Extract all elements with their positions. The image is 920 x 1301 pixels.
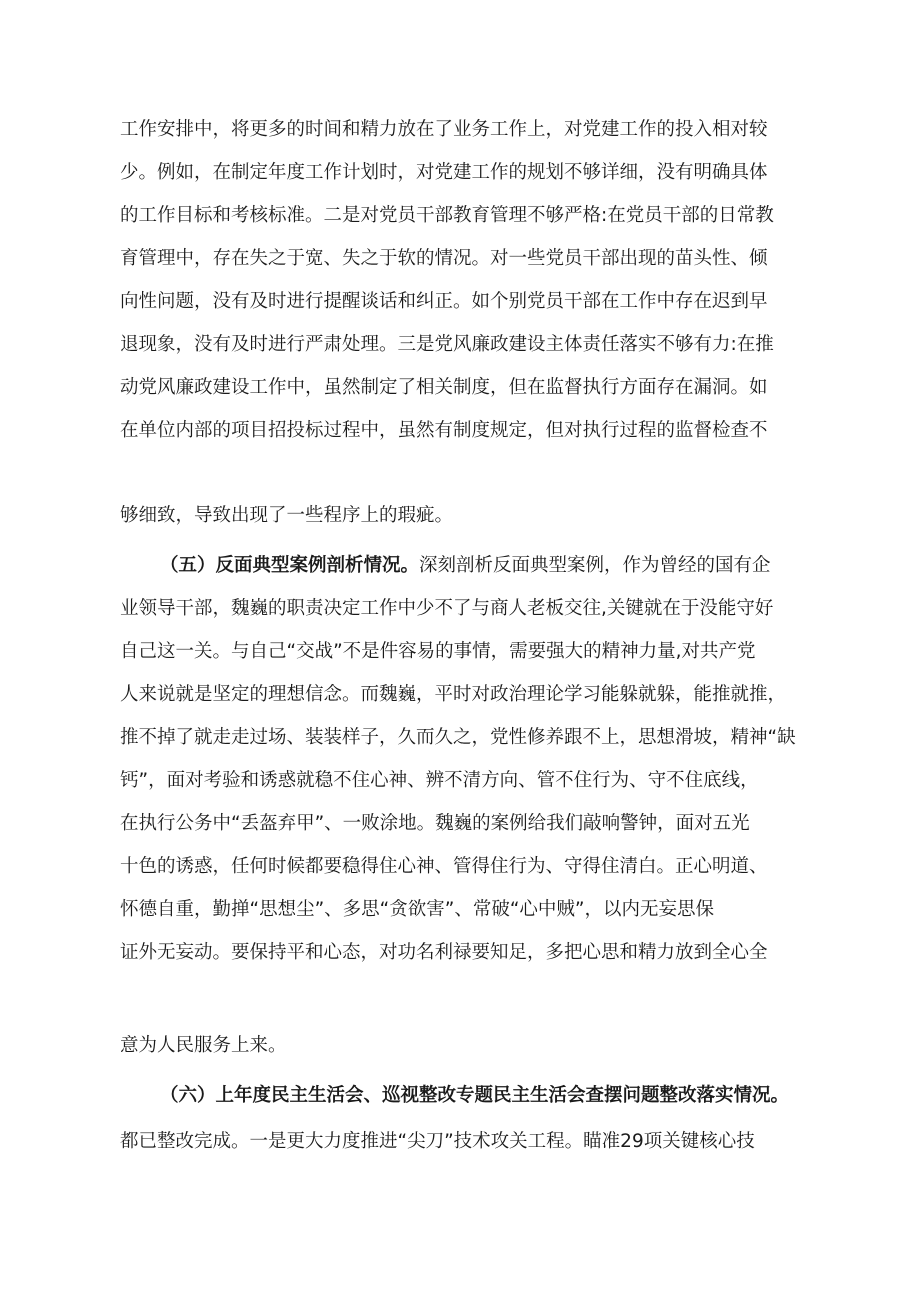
text-line: 推不掉了就走走过场、装装样子，久而久之，党性修养跟不上，思想滑坡，精神“缺 — [120, 727, 796, 748]
section-heading-six: （六）上年度民主生活会、巡视整改专题民主生活会查摆问题整改落实情况。 — [160, 1085, 790, 1106]
text-line: 人来说就是坚定的理想信念。而魏巍，平时对政治理论学习能躲就躲，能推就推， — [120, 684, 787, 705]
text-line: 工作安排中，将更多的时间和精力放在了业务工作上，对党建工作的投入相对较 — [120, 119, 768, 140]
text-line: 钙”，面对考验和诱惑就稳不住心神、辨不清方向、管不住行为、守不住底线， — [120, 770, 759, 791]
text-line: 怀德自重，勤掸“思想尘”、多思“贪欲害”、常破“心中贼”，以内无妄思保 — [120, 899, 715, 920]
text-line: 少。例如，在制定年度工作计划时，对党建工作的规划不够详细，没有明确具体 — [120, 162, 768, 183]
text-line: 动党风廉政建设工作中，虽然制定了相关制度，但在监督执行方面存在漏洞。如 — [120, 377, 768, 398]
text-line: 十色的诱惑，任何时候都要稳得住心神、管得住行为、守得住清白。正心明道、 — [120, 856, 768, 877]
text-line: 业领导干部，魏巍的职责决定工作中少不了与商人老板交往,关键就在于没能守好 — [120, 598, 774, 619]
text-line: 证外无妄动。要保持平和心态，对功名利禄要知足，多把心思和精力放到全心全 — [120, 942, 768, 963]
section-heading-five: （五）反面典型案例剖析情况。 — [160, 555, 420, 576]
text-line: 在单位内部的项目招投标过程中，虽然有制度规定，但对执行过程的监督检查不 — [120, 420, 768, 441]
section-heading-line — [0, 1076, 920, 1116]
text-line: 意为人民服务上来。 — [120, 1035, 287, 1056]
text-line: 够细致，导致出现了一些程序上的瑕疵。 — [120, 505, 454, 526]
text-line: 育管理中，存在失之于宽、失之于软的情况。对一些党员干部出现的苗头性、倾 — [120, 248, 768, 269]
text-line: 都已整改完成。一是更大力度推进“尖刀”技术攻关工程。瞄准29项关键核心技 — [120, 1131, 755, 1152]
text-line: 退现象，没有及时进行严肃处理。三是党风廉政建设主体责任落实不够有力:在推 — [120, 334, 774, 355]
text-line: 在执行公务中“丢盔弃甲”、一败涂地。魏巍的案例给我们敲响警钟，面对五光 — [120, 813, 750, 834]
text-line: 向性问题，没有及时进行提醒谈话和纠正。如个别党员干部在工作中存在迟到早 — [120, 291, 768, 312]
text-line: 的工作目标和考核标准。二是对党员干部教育管理不够严格:在党员干部的日常教 — [120, 205, 774, 226]
section-heading-line: （五）反面典型案例剖析情况。深刻剖析反面典型案例，作为曾经的国有企 — [160, 555, 771, 576]
text-line: 自己这一关。与自己“交战”不是件容易的事情，需要强大的精神力量,对共产党 — [120, 641, 756, 662]
